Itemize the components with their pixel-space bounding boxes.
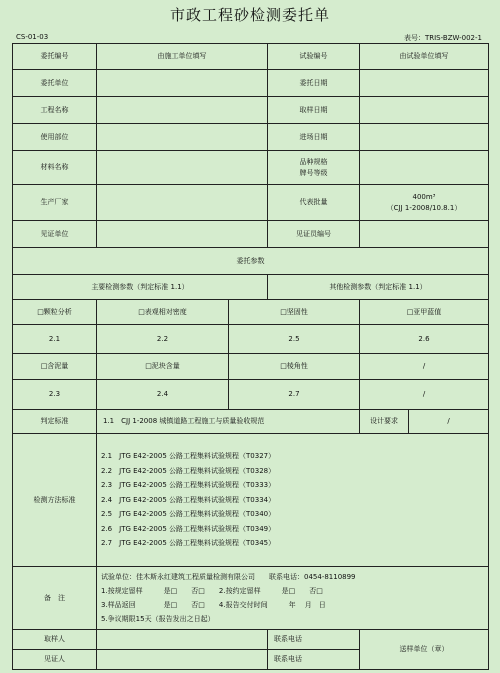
witness-phone-label: 联系电话 — [268, 650, 360, 670]
sampler-label: 取样人 — [13, 630, 97, 650]
witness-label: 见证人 — [13, 650, 97, 670]
design-value[interactable]: / — [409, 410, 489, 434]
witness-unit-label: 见证单位 — [13, 221, 97, 248]
param-soundness-checkbox[interactable]: □坚固性 — [229, 300, 360, 325]
main-params-header: 主要检测参数（判定标准 1.1） — [13, 275, 268, 300]
method-item: 2.6 JTG E42-2005 公路工程集料试验规程（T0349） — [101, 524, 276, 533]
table-row — [13, 70, 489, 97]
remarks-line: 试验单位：佳木斯永红建筑工程质量检测有限公司 联系电话：0454-8110899 — [101, 573, 356, 581]
table-row — [13, 124, 489, 151]
form-number: 表号：TRIS-BZW-002-1 — [403, 34, 482, 42]
table-row — [13, 221, 489, 248]
param-clay-lump-checkbox[interactable]: □泥块含量 — [97, 354, 229, 380]
param-mud-checkbox[interactable]: □含泥量 — [13, 354, 97, 380]
remarks-line: 3.样品返回 是□ 否□ 4.报告交付时间 年 月 日 — [101, 601, 326, 609]
table-row — [13, 97, 489, 124]
table-row — [13, 300, 489, 325]
method-item: 2.7 JTG E42-2005 公路工程集料试验规程（T0345） — [101, 539, 276, 548]
usage-value[interactable] — [97, 124, 268, 151]
methods-list — [97, 434, 489, 567]
manufacturer-label: 生产厂家 — [13, 185, 97, 221]
sampler-phone-label: 联系电话 — [268, 630, 360, 650]
table-row — [13, 44, 489, 70]
table-row — [13, 410, 489, 434]
client-sign-label: 送样单位（章） — [360, 630, 489, 670]
param-density-checkbox[interactable]: □表观相对密度 — [97, 300, 229, 325]
manufacturer-value[interactable] — [97, 185, 268, 221]
remarks-line: 1.按规定留样 是□ 否□ 2.按约定留样 是□ 否□ — [101, 587, 323, 595]
client-label: 委托单位 — [13, 70, 97, 97]
table-row — [13, 185, 489, 221]
method-item: 2.5 JTG E42-2005 公路工程集料试验规程（T0340） — [101, 510, 276, 519]
param-number: 2.1 — [13, 325, 97, 354]
method-item: 2.3 JTG E42-2005 公路工程集料试验规程（T0333） — [101, 481, 276, 490]
other-params-header: 其他检测参数（判定标准 1.1） — [268, 275, 489, 300]
standard-value: 1.1 CJJ 1-2008 城镇道路工程施工与质量验收规范 — [97, 410, 360, 434]
param-number: 2.5 — [229, 325, 360, 354]
witness-no-label: 见证员编号 — [268, 221, 360, 248]
spec-label — [268, 151, 360, 185]
method-item: 2.4 JTG E42-2005 公路工程集料试验规程（T0334） — [101, 495, 276, 504]
table-row — [13, 380, 489, 410]
methods-label: 检测方法标准 — [13, 434, 97, 567]
table-row — [13, 354, 489, 380]
table-row — [13, 325, 489, 354]
client-value[interactable] — [97, 70, 268, 97]
arrival-date-value[interactable] — [360, 124, 489, 151]
project-value[interactable] — [97, 97, 268, 124]
param-angularity-checkbox[interactable]: □棱角性 — [229, 354, 360, 380]
remarks-content — [97, 567, 489, 630]
commission-no-label: 委托编号 — [13, 44, 97, 70]
remarks-label: 备 注 — [13, 567, 97, 630]
table-row — [13, 248, 489, 275]
project-label: 工程名称 — [13, 97, 97, 124]
param-number: 2.2 — [97, 325, 229, 354]
remarks-line: 5.争议期限15天（报告发出之日起） — [101, 615, 215, 623]
spec-label-line-1: 品种规格 — [299, 157, 328, 166]
table-row — [13, 567, 489, 630]
arrival-date-label: 进场日期 — [268, 124, 360, 151]
form-code: CS-01-03 — [16, 33, 49, 41]
params-header: 委托参数 — [13, 248, 489, 275]
batch-standard: （CJJ 1-2008/10.8.1） — [386, 203, 462, 212]
material-label: 材料名称 — [13, 151, 97, 185]
design-label: 设计要求 — [360, 410, 409, 434]
sampling-date-label: 取样日期 — [268, 97, 360, 124]
param-empty: / — [360, 354, 489, 380]
commission-form-table — [12, 43, 489, 670]
param-number: 2.6 — [360, 325, 489, 354]
spec-value[interactable] — [360, 151, 489, 185]
table-row — [13, 275, 489, 300]
table-row — [13, 151, 489, 185]
method-item: 2.2 JTG E42-2005 公路工程集料试验规程（T0328） — [101, 466, 276, 475]
spec-label-line-2: 牌号等级 — [299, 168, 328, 177]
witness-unit-value[interactable] — [97, 221, 268, 248]
test-no-value[interactable]: 由试验单位填写 — [360, 44, 489, 70]
method-item: 2.1 JTG E42-2005 公路工程集料试验规程（T0327） — [101, 452, 276, 461]
sampler-value[interactable] — [97, 630, 268, 650]
usage-label: 使用部位 — [13, 124, 97, 151]
param-number: 2.3 — [13, 380, 97, 410]
table-row — [13, 630, 489, 650]
param-number: 2.4 — [97, 380, 229, 410]
material-value[interactable] — [97, 151, 268, 185]
commission-date-value[interactable] — [360, 70, 489, 97]
witness-no-value[interactable] — [360, 221, 489, 248]
batch-label: 代表批量 — [268, 185, 360, 221]
table-row — [13, 434, 489, 567]
witness-value[interactable] — [97, 650, 268, 670]
commission-no-value[interactable]: 由施工单位填写 — [97, 44, 268, 70]
param-methylene-checkbox[interactable]: □亚甲蓝值 — [360, 300, 489, 325]
batch-value — [360, 185, 489, 221]
param-number: / — [360, 380, 489, 410]
page-title: 市政工程砂检测委托单 — [169, 6, 330, 24]
standard-label: 判定标准 — [13, 410, 97, 434]
batch-quantity: 400m³ — [412, 192, 436, 201]
sampling-date-value[interactable] — [360, 97, 489, 124]
commission-date-label: 委托日期 — [268, 70, 360, 97]
param-number: 2.7 — [229, 380, 360, 410]
test-no-label: 试验编号 — [268, 44, 360, 70]
param-grading-checkbox[interactable]: □颗粒分析 — [13, 300, 97, 325]
